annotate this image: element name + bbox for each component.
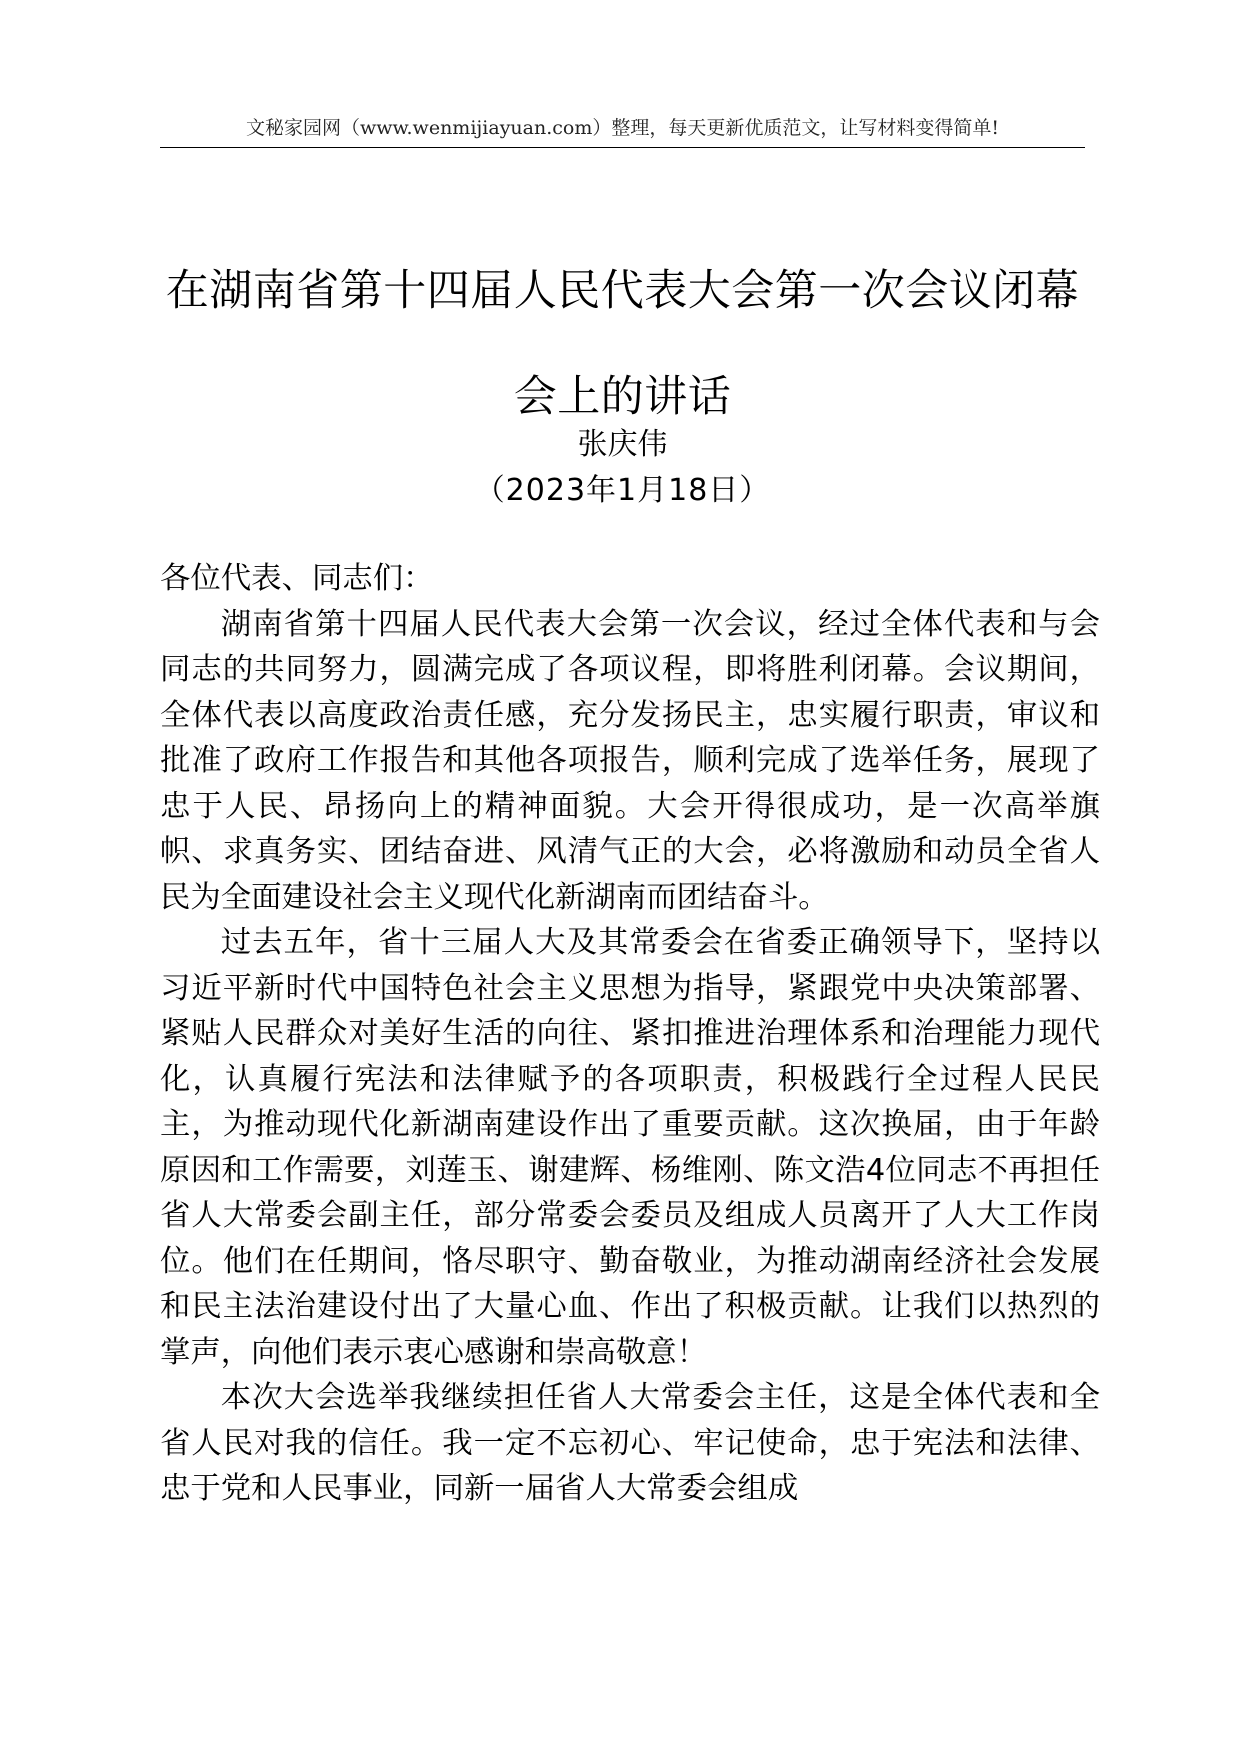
page-header: 文秘家园网（www.wenmijiayuan.com）整理，每天更新优质范文，让写材料变得简单!	[245, 117, 1000, 139]
body-paragraph: 湖南省第十四届人民代表大会第一次会议，经过全体代表和与会同志的共同努力，圆满完成了各项议程，即将胜利闭幕。会议期间，全体代表以高度政治责任感，充分发扬民主，忠实履行职责，审议和批准了政府工作报告和其他各项报告，顺利完成了选举任务，展现了忠于人民、昂扬向上的精神面貌。大会开得很成功，是一次高举旗帜、求真务实、团结奋进、风清气正的大会，必将激励和动员全省人民为全面建设社会主义现代化新湖南而团结奋斗。	[160, 606, 1100, 915]
body-paragraph: 过去五年，省十三届人大及其常委会在省委正确领导下，坚持以习近平新时代中国特色社会主义思想为指导，紧跟党中央决策部署、紧贴人民群众对美好生活的向往、紧扣推进治理体系和治理能力现代化，认真履行宪法和法律赋予的各项职责，积极践行全过程人民民主，为推动现代化新湖南建设作出了重要贡献。这次换届，由于年龄原因和工作需要，刘莲玉、谢建辉、杨维刚、陈文浩4位同志不再担任省人大常委会副主任，部分常委会委员及组成人员离开了人大工作岗位。他们在任期间，恪尽职守、勤奋敬业，为推动湖南经济社会发展和民主法治建设付出了大量心血、作出了积极贡献。让我们以热烈的掌声，向他们表示衷心感谢和崇高敬意！	[160, 925, 1100, 1370]
salutation: 各位代表、同志们：	[160, 561, 434, 596]
document-body	[160, 556, 1100, 1512]
document-author: 张庆伟	[577, 427, 668, 462]
document-title: 在湖南省第十四届人民代表大会第一次会议闭幕会上的讲话	[165, 266, 1080, 422]
document-date: （2023年1月18日）	[474, 473, 771, 508]
header-divider	[160, 147, 1085, 148]
body-paragraph: 本次大会选举我继续担任省人大常委会主任，这是全体代表和全省人民对我的信任。我一定不忘初心、牢记使命，忠于宪法和法律、忠于党和人民事业，同新一届省人大常委会组成	[160, 1380, 1100, 1506]
